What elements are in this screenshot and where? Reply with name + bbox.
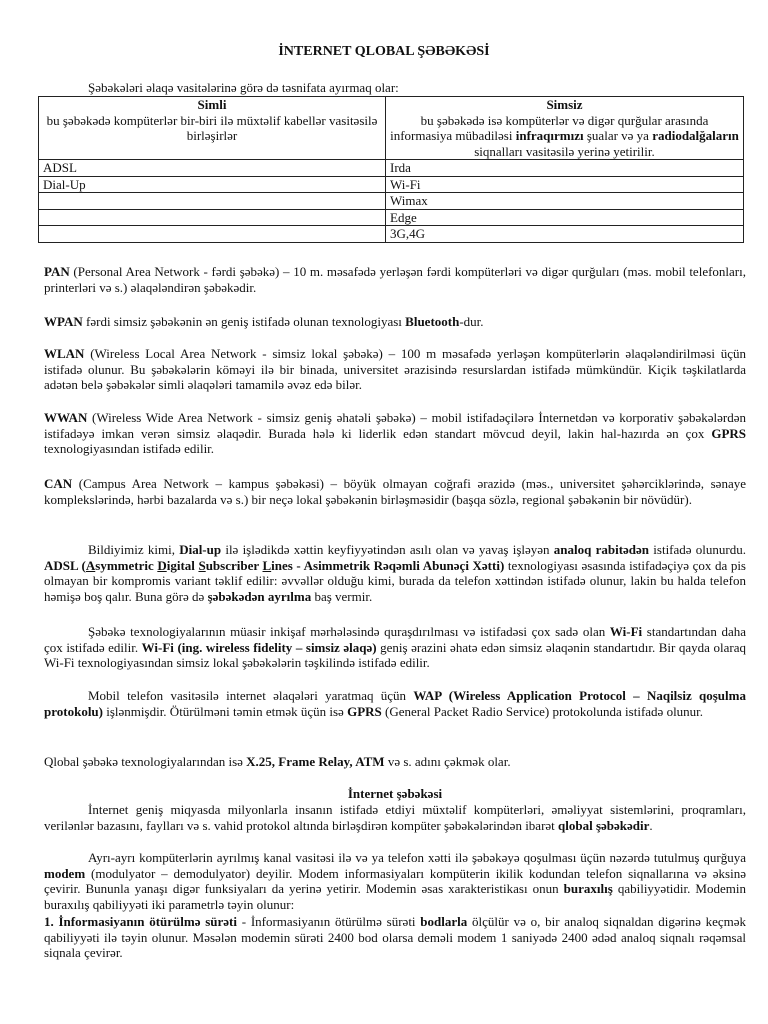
internet-paragraph: İnternet geniş miqyasda milyonlarla insanın istifadə etdiyi müxtəlif kompüterləri, əməliyyat sistemlərini, proqramları, verilənlər bazasını, faylları və s. vahid protokol altında birləşdirən kompüter şəbəkələrindən ibarət qlobal şəbəkədir. [44,802,746,833]
table-row [39,209,744,226]
table-cell [39,209,386,226]
network-classification-table [38,96,744,243]
wireless-header-cell: Simsiz bu şəbəkədə isə kompüterlər və digər qurğular arasında informasiya mübadiləsi infraqırmızı şualar və ya radiodalğaların siqnalları vasitəsilə yerinə yetirilir. [386,97,744,160]
table-cell: Edge [386,209,744,226]
wpan-paragraph: WPAN fərdi simsiz şəbəkənin ən geniş istifadə olunan texnologiyası Bluetooth-dur. [44,314,484,329]
global-tech-paragraph: Qlobal şəbəkə texnologiyalarından isə X.25, Frame Relay, ATM və s. adını çəkmək olar. [44,754,511,769]
table-cell: Dial-Up [39,176,386,193]
wired-description: bu şəbəkədə kompüterlər bir-biri ilə müxtəlif kabellər vasitəsilə birləşirlər [46,112,378,143]
transfer-speed-paragraph: 1. İnformasiyanın ötürülmə sürəti - İnformasiyanın ötürülmə sürəti bodlarla ölçülür və o, bir analoq siqnaldan digərinə keçmək qabiliyyəti ilə təyin olunur. Məsələn modemin sürəti 2400 bod olarsa deməli modem 1 saniyədə 2400 ədəd analoq siqnalı rəqəmsal siqnala çevirər. [44,914,746,960]
document-title: İNTERNET QLOBAL ŞƏBƏKƏSİ [278,44,490,59]
modem-paragraph: Ayrı-ayrı kompüterlərin ayrılmış kanal vasitəsi ilə və ya telefon xətti ilə şəbəkəyə qoşulması üçün nəzərdə tutulmuş qurğuya modem (modulyator – demodulyator) deyilir. Modem informasiyaları kompüterin ikilik kodundan telefon siqnallarına və əksinə çevirir. Bununla yanaşı digər funksiyaları da yerinə yetirir. Modemin əsas xarakteristikası onun buraxılış qabiliyyətidir. Modemin buraxılış qabiliyyəti iki parametrlə təyin olunur: [44,850,746,912]
section-title: İnternet şəbəkəsi [347,786,443,801]
table-cell [39,193,386,210]
table-cell: ADSL [39,160,386,177]
table-cell: Wi-Fi [386,176,744,193]
table-cell [39,226,386,243]
wlan-paragraph: WLAN (Wireless Local Area Network - simsiz lokal şəbəkə) – 100 m məsafədə yerləşən kompüterlərin əlaqələndirilməsi üçün istifadə olunur. Bu şəbəkələrin köməyi ilə bir binada, universitet ərazisində resurslardan istifadə mümkündür. Kiçik təşkilatlarda adətən belə şəbəkələr simli əlaqələri tamamilə əvəz edə bilər. [44,346,746,392]
intro-text: Şəbəkələri əlaqə vasitələrinə görə də təsnifata ayırmaq olar: [88,80,399,95]
table-row [39,226,744,243]
wired-header-cell [39,97,386,160]
table-row [39,176,744,193]
table-cell: Irda [386,160,744,177]
wired-header: Simli [197,97,227,112]
dialup-paragraph: Bildiyimiz kimi, Dial-up ilə işlədikdə xəttin keyfiyyətindən asılı olan və yavaş işləyən analoq rabitədən istifadə olunurdu. ADSL (Asymmetric Digital Subscriber Lines - Asimmetrik Rəqəmli Abunəçi Xətti) texnologiyası əsasında istifadəçiyə çox da pis olmayan bir kompromis variant təklif edilir: əvvəllər olduğu kimi, burada da telefon xəttindən istifadə olunur, lakin bu halda telefon həmişə boş qalır. Buna görə də şəbəkədən ayrılma baş vermir. [44,542,746,604]
table-header-row [39,97,744,160]
pan-paragraph: PAN (Personal Area Network - fərdi şəbəkə) – 10 m. məsafədə yerləşən fərdi kompüterləri və digər qurğuları (məs. mobil telefonları, printerləri və s.) əlaqələndirən şəbəkədir. [44,264,746,295]
wwan-paragraph: WWAN (Wireless Wide Area Network - simsiz geniş əhatəli şəbəkə) – mobil istifadəçilərə İnternetdən və korporativ şəbəkələrdən istifadəyə imkan verən simsiz əlaqədir. Burada hələ ki liderlik edən standart mövcud deyil, lakin hal-hazırda ən çox GPRS texnologiyasından istifadə edilir. [44,410,746,456]
can-paragraph: CAN (Campus Area Network – kampus şəbəkəsi) – böyük olmayan coğrafi ərazidə (məs., universitet şəhərciklərində, sənaye komplekslərində, hərbi bazalarda və s.) bir neçə lokal şəbəkənin birləşməsidir (başqa sözlə, regional şəbəkənin bir növüdür). [44,476,746,507]
wifi-paragraph: Şəbəkə texnologiyalarının müasir inkişaf mərhələsində quraşdırılması və istifadəsi çox sadə olan Wi-Fi standartından daha çox istifadə edilir. Wi-Fi (ing. wireless fidelity – simsiz əlaqə) geniş ərazini əhatə edən simsiz əlaqənin standartıdır. Bir qayda olaraq Wi-Fi texnologiyasından simsiz lokal şəbəkələrin təşkilində istifadə edilir. [44,624,747,670]
table-row [39,193,744,210]
table-cell: Wimax [386,193,744,210]
wap-paragraph: Mobil telefon vasitəsilə internet əlaqələri yaratmaq üçün WAP (Wireless Application Protocol – Naqilsiz qoşulma protokolu) işlənmişdir. Ötürülməni təmin etmək üçün isə GPRS (General Packet Radio Service) protokolunda istifadə olunur. [44,688,746,719]
table-row [39,160,744,177]
table-cell: 3G,4G [386,226,744,243]
wireless-header: Simsiz [546,97,583,112]
